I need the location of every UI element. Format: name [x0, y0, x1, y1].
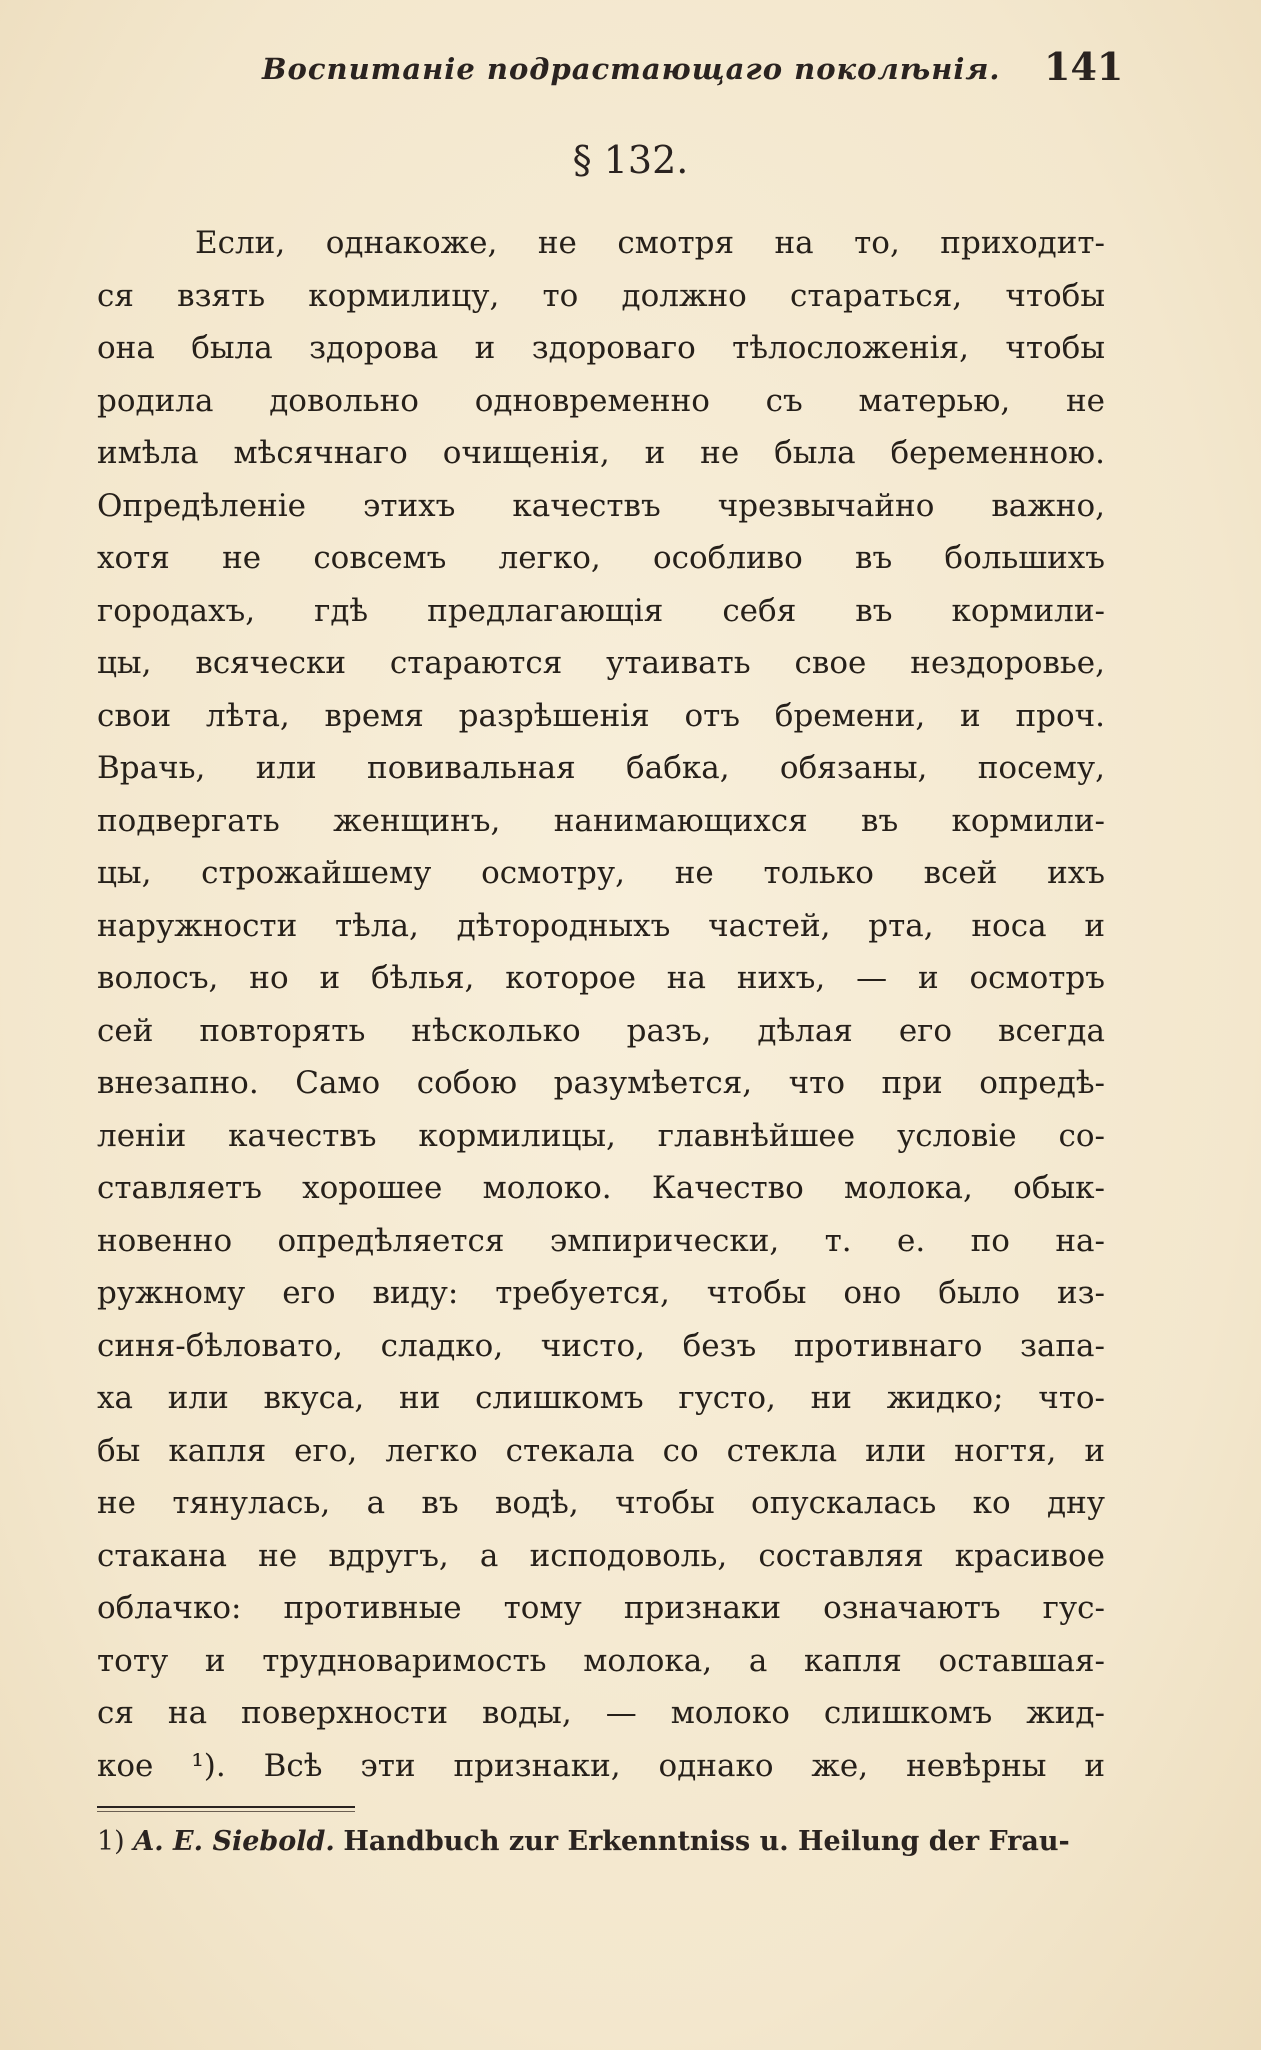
text-line: синя-бѣловато, сладко, чисто, безъ противнаго запа-: [97, 1327, 1105, 1364]
body-text: [97, 217, 1105, 1792]
footnote-text: Handbuch zur Erkenntniss u. Heilung der Frau-: [343, 1826, 1070, 1857]
running-title: Воспитаніе подрастающаго поколѣнія.: [262, 52, 1001, 86]
text-line: бы капля его, легко стекала со стекла или ногтя, и: [97, 1432, 1105, 1469]
text-line: леніи качествъ кормилицы, главнѣйшее условіе со-: [97, 1117, 1105, 1154]
text-line: наружности тѣла, дѣтородныхъ частей, рта, носа и: [97, 907, 1105, 944]
text-line: ся взять кормилицу, то должно стараться, чтобы: [97, 277, 1105, 314]
footnote: [97, 1826, 1097, 1857]
text-line: не тянулась, а въ водѣ, чтобы опускалась ко дну: [97, 1485, 1105, 1521]
text-line: внезапно. Само собою разумѣется, что при опредѣ-: [97, 1065, 1105, 1101]
footnote-author: A. E. Siebold.: [133, 1826, 335, 1857]
footnote-divider: [97, 1806, 355, 1808]
text-line: цы, строжайшему осмотру, не только всей ихъ: [97, 855, 1105, 891]
text-line: облачко: противные тому признаки означаютъ гус-: [97, 1590, 1105, 1626]
text-line: имѣла мѣсячнаго очищенія, и не была беременною.: [97, 435, 1105, 471]
text-line: родила довольно одновременно съ матерью, не: [97, 382, 1105, 419]
text-line: стакана не вдругъ, а исподоволь, составляя красивое: [97, 1537, 1105, 1574]
text-line: ружному его виду: требуется, чтобы оно было из-: [97, 1275, 1105, 1311]
text-line: сей повторять нѣсколько разъ, дѣлая его всегда: [97, 1012, 1105, 1049]
text-line: волосъ, но и бѣлья, которое на нихъ, — и осмотръ: [97, 960, 1105, 996]
text-line: свои лѣта, время разрѣшенія отъ бремени, и проч.: [97, 697, 1105, 734]
text-line: городахъ, гдѣ предлагающія себя въ кормили-: [97, 592, 1105, 629]
text-line: ставляетъ хорошее молоко. Качество молока, обык-: [97, 1170, 1105, 1206]
text-line: тоту и трудноваримость молока, а капля оставшая-: [97, 1642, 1105, 1679]
text-line: подвергать женщинъ, нанимающихся въ кормили-: [97, 802, 1105, 839]
text-line: новенно опредѣляется эмпирически, т. е. по на-: [97, 1222, 1105, 1259]
text-line: Опредѣленіе этихъ качествъ чрезвычайно важно,: [97, 487, 1105, 524]
text-line: цы, всячески стараются утаивать свое нездоровье,: [97, 645, 1105, 681]
page-number: 141: [1044, 44, 1124, 89]
text-line: она была здорова и здороваго тѣлосложенія, чтобы: [97, 330, 1105, 366]
section-heading: § 132.: [572, 138, 689, 182]
text-line: хотя не совсемъ легко, особливо въ большихъ: [97, 540, 1105, 576]
text-line: ха или вкуса, ни слишкомъ густо, ни жидко; что-: [97, 1380, 1105, 1416]
text-line: кое ¹). Всѣ эти признаки, однако же, невѣрны и: [97, 1747, 1105, 1784]
footnote-divider-secondary: [97, 1811, 355, 1812]
footnote-marker: 1): [97, 1826, 125, 1857]
text-line: Врачь, или повивальная бабка, обязаны, посему,: [97, 750, 1105, 786]
text-line: ся на поверхности воды, — молоко слишкомъ жид-: [97, 1695, 1105, 1731]
text-line: Если, однакоже, не смотря на то, приходит-: [195, 225, 1105, 261]
